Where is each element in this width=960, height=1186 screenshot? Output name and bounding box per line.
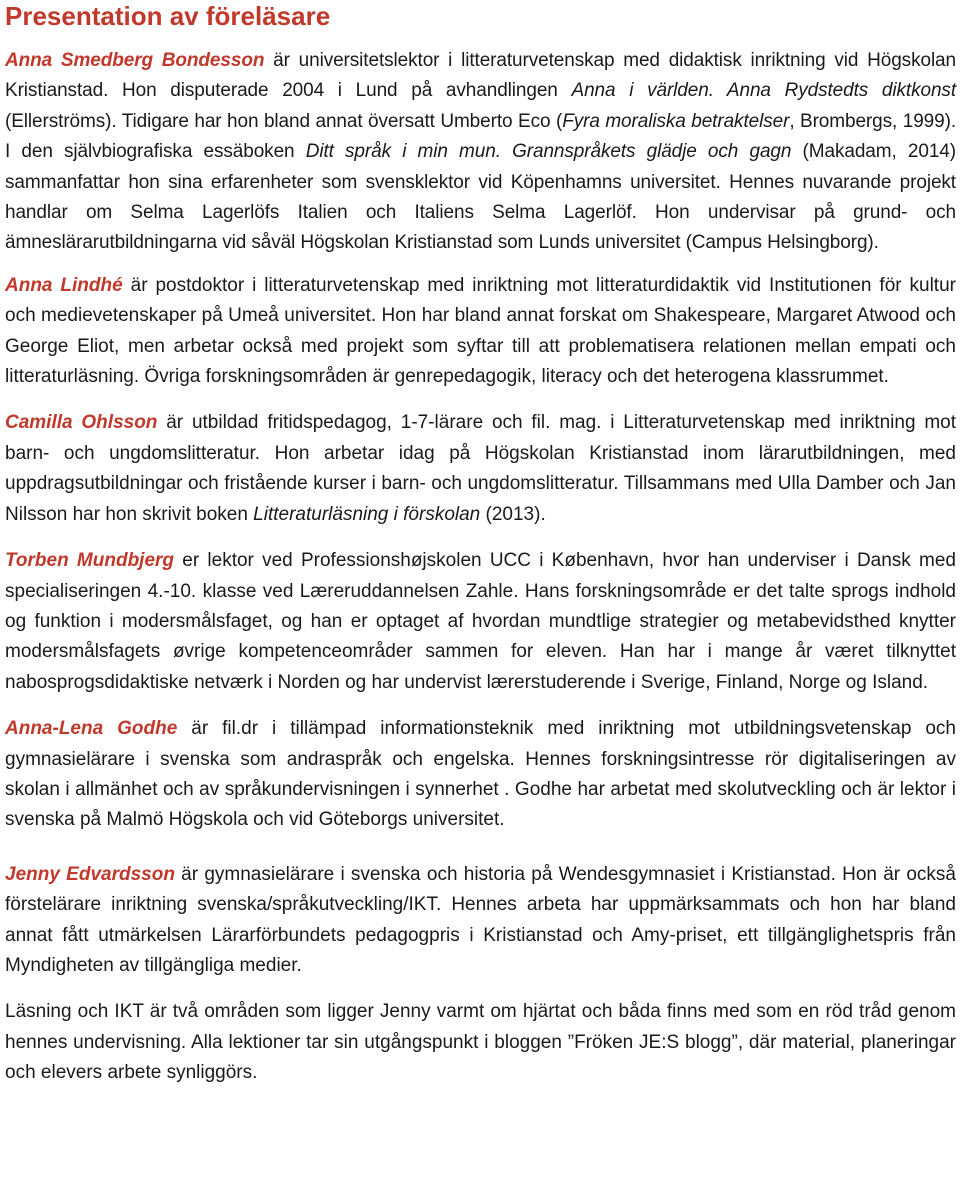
bio-text: (2013). (480, 503, 546, 525)
bio-text: Läsning och IKT är två områden som ligger Jenny varmt om hjärtat och båda finns med som en röd tråd genom hennes undervisning. Alla lektioner tar sin utgångspunkt i bloggen ”Fröken JE:S blogg”, där material, planeringar och elevers arbete synliggörs. (5, 1001, 956, 1084)
speaker-name: Anna Lindhé (5, 274, 123, 296)
bio-text: er lektor ved Professionshøjskolen UCC i København, hvor han underviser i Dansk med specialiseringen 4.-10. klasse ved Læreruddannelsen Zahle. Hans forskningsområde er det talte sprogs indhold og funktion i modersmålsfaget, og han er optaget af hvordan mundtlige strategier og metabevidsthed knytter modersmålsfagets øvrige kompetenceområder sammen for eleven. Han har i mange år været tilknyttet nabosprogsdidaktiske netværk i Norden og har undervist lærerstuderende i Sverige, Finland, Norge og Island. (5, 550, 957, 693)
bio-jenny-edvardsson-continued (5, 997, 956, 1088)
bio-text: är utbildad fritidspedagog, 1-7-lärare och fil. mag. i Litteraturvetenskap med inriktning mot barn- och ungdomslitteratur. Hon arbetar idag på Högskolan Kristianstad inom lärarutbildningen, med uppdragsutbildningar och fristående kurser i barn- och ungdomslitteratur. Tillsammans med Ulla Damber och Jan Nilsson har hon skrivit boken (5, 412, 956, 525)
bio-torben-mundbjerg (5, 546, 956, 698)
bio-text: , Brombergs, 1999). I den självbiografiska essäboken (5, 110, 956, 163)
speaker-name: Anna Smedberg Bondesson (5, 50, 265, 71)
bio-text: (Makadam, 2014) sammanfattar hon sina erfarenheter som svensklektor vid Köpenhamns universitet. Hennes nuvarande projekt handlar om Selma Lagerlöfs Italien och Italiens Selma Lagerlöf. Hon undervisar på grund- och ämneslärarutbildningarna vid såväl Högskolan Kristianstad som Lunds universitet (Campus Helsingborg). (5, 141, 956, 254)
bio-anna-smedberg-bondesson (5, 46, 956, 259)
page-title: Presentation av föreläsare (5, 1, 331, 31)
bio-text: är universitetslektor i litteraturvetenskap med didaktisk inriktning vid Högskolan Kristianstad. Hon disputerade 2004 i Lund på avhandlingen (5, 50, 956, 102)
bio-camilla-ohlsson (5, 408, 956, 530)
speaker-name: Camilla Ohlsson (5, 412, 158, 434)
book-title: Fyra moraliska betraktelser (562, 110, 790, 132)
bio-text: är gymnasielärare i svenska och historia på Wendesgymnasiet i Kristianstad. Hon är också förstelärare inriktning svenska/språkutveckling/IKT. Hennes arbeta har uppmärksammats och hon har bland annat fått utmärkelsen Lärarförbundets pedagogpris i Kristianstad och Amy-priset, ett tillgänglighetspris från Myndigheten av tillgängliga medier. (5, 863, 956, 976)
bio-anna-lindhe (5, 271, 956, 393)
bio-text: (Ellerströms). Tidigare har hon bland annat översatt Umberto Eco ( (5, 110, 563, 132)
speaker-name: Torben Mundbjerg (5, 550, 175, 572)
book-title: Ditt språk i min mun. Grannspråkets glädje och gagn (305, 141, 792, 163)
bio-text: är fil.dr i tillämpad informationsteknik med inriktning mot utbildningsvetenskap och gymnasielärare i svenska som andraspråk och engelska. Hennes forskningsintresse rör digitaliseringen av skolan i allmänhet och av språkundervisningen i synnerhet . Godhe har arbetat med skolutveckling och är lektor i svenska på Malmö Högskola och vid Göteborgs universitet. (5, 718, 956, 831)
bio-anna-lena-godhe (5, 714, 956, 836)
bio-jenny-edvardsson (5, 860, 956, 982)
speaker-name: Anna-Lena Godhe (5, 718, 178, 740)
book-title: Anna i världen. Anna Rydstedts diktkonst (571, 80, 957, 102)
book-title: Litteraturläsning i förskolan (253, 503, 481, 525)
bio-text: är postdoktor i litteraturvetenskap med inriktning mot litteraturdidaktik vid Institutionen för kultur och medievetenskaper på Umeå universitet. Hon har bland annat forskat om Shakespeare, Margaret Atwood och George Eliot, men arbetar också med projekt som syftar till att problematisera relationen mellan empati och litteraturläsning. Övriga forskningsområden är genrepedagogik, literacy och det heterogena klassrummet. (5, 274, 956, 388)
speaker-name: Jenny Edvardsson (5, 863, 175, 885)
